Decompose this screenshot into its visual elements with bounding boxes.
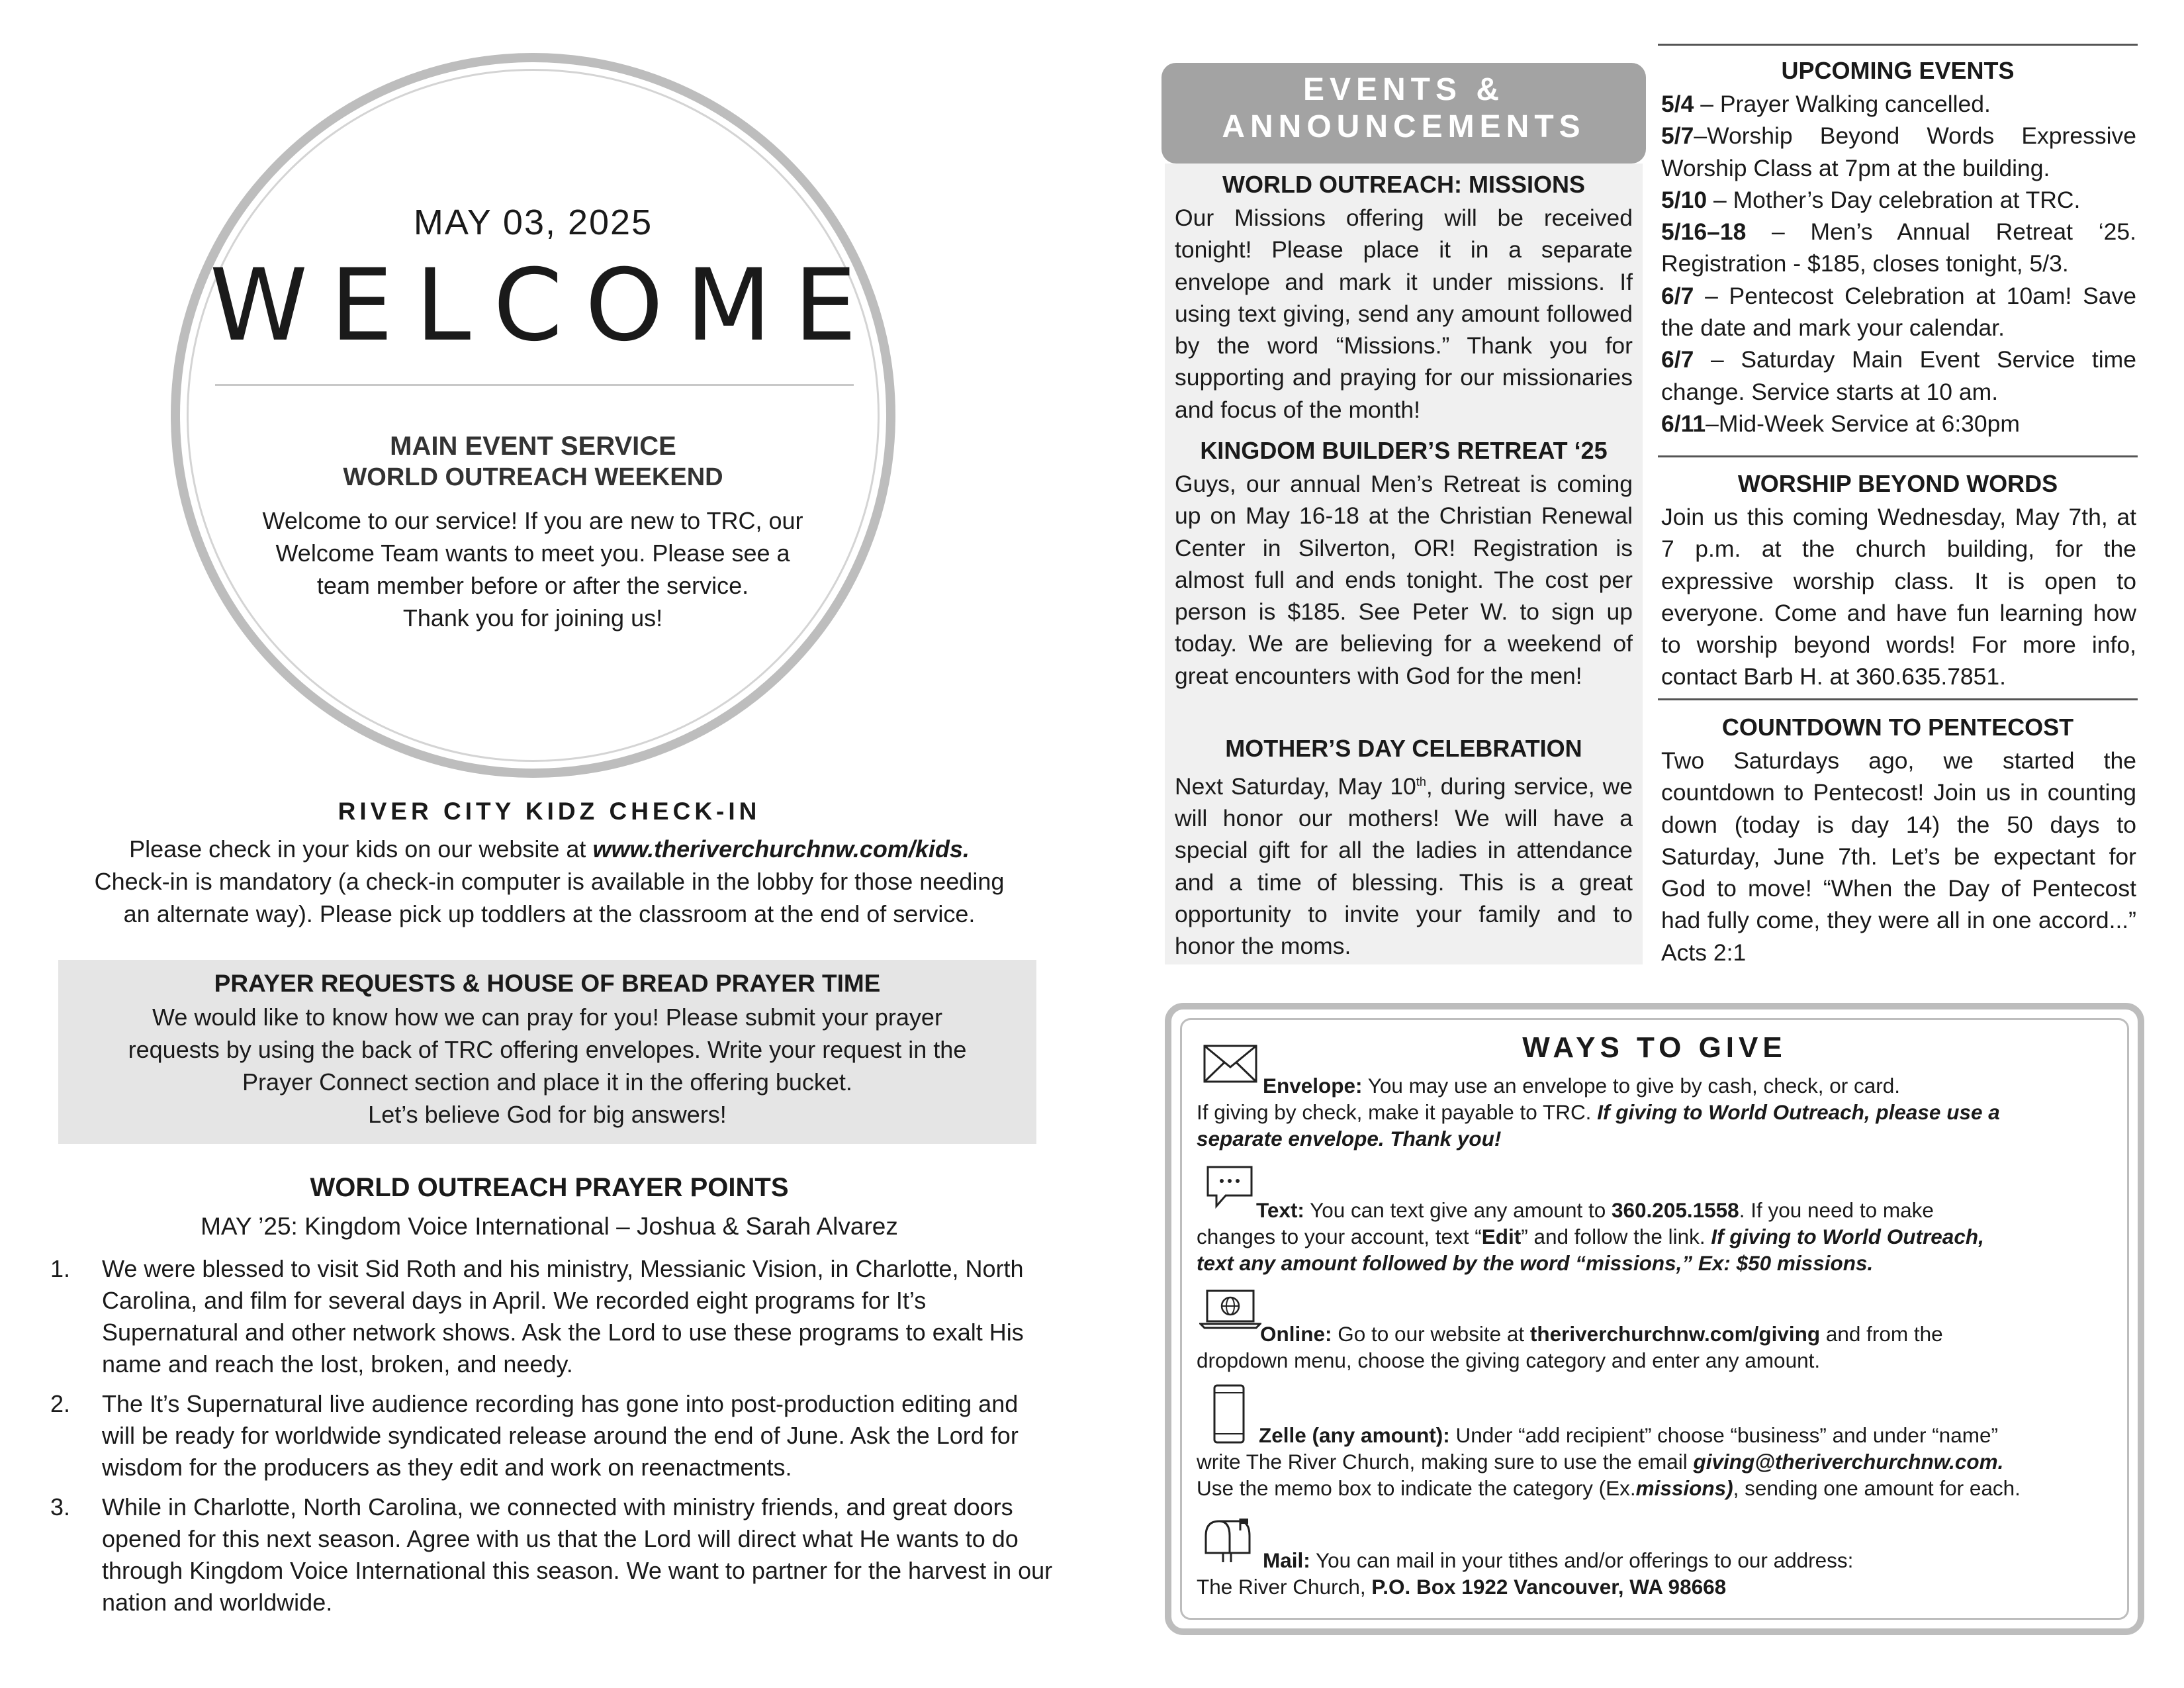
prayer-points-list [50, 1253, 1056, 1626]
missions-heading: WORLD OUTREACH: MISSIONS [1222, 171, 1585, 198]
give-online: Online: Go to our website at theriverchurchnw.com/giving and from the dropdown menu, choose the giving category and enter any amount. [1197, 1322, 1943, 1372]
missions-text: Our Missions offering will be received tonight! Please place it in a separate envelope and mark it under missions. If using text giving, send any amount followed by the word “Missions.” Thank you for supporting and praying for our missionaries and focus of the month! [1175, 205, 1633, 423]
kidz-line: Check-in is mandatory (a check-in computer is available in the lobby for those needing [94, 868, 1005, 895]
kidz-text [53, 833, 1046, 930]
upcoming-item: 6/7 – Pentecost Celebration at 10am! Save the date and mark your calendar. [1661, 282, 2136, 342]
service-date: MAY 03, 2025 [413, 203, 653, 242]
section-rule [1658, 698, 2138, 700]
giving-email[interactable]: giving@theriverchurchnw.com. [1693, 1450, 2004, 1474]
upcoming-item: 6/11–Mid-Week Service at 6:30pm [1661, 410, 2020, 437]
prayer-line: Let’s believe God for big answers! [368, 1101, 727, 1128]
worship-heading: WORSHIP BEYOND WORDS [1737, 470, 2058, 497]
welcome-line: Thank you for joining us! [402, 604, 663, 632]
give-text: Text: You can text give any amount to 360.205.1558. If you need to make changes to your account, text “Edit” and follow the link. If giving to World Outreach, text any amount followed by the word “missions,” Ex: $50 missions. [1197, 1198, 1984, 1275]
prayer-point [50, 1491, 1056, 1618]
retreat-text: Guys, our annual Men’s Retreat is coming up on May 16-18 at the Christian Renewal Center in Silverton, OR! Registration is almost full and ends tonight. The cost per person is $185. See Peter W. to sign up today. We are believing for a weekend of great encounters with God for the men! [1175, 471, 1633, 689]
giving-url[interactable]: theriverchurchnw.com/giving [1529, 1322, 1821, 1346]
welcome-divider [215, 384, 854, 386]
upcoming-item: 6/7 – Saturday Main Event Service time change. Service starts at 10 am. [1661, 346, 2136, 405]
welcome-circle-inner [187, 69, 880, 762]
retreat-heading: KINGDOM BUILDER’S RETREAT ‘25 [1200, 437, 1608, 464]
prayer-point [50, 1253, 1056, 1380]
kidz-line: Please check in your kids on our website at [129, 835, 593, 863]
welcome-line: Welcome Team wants to meet you. Please see a [275, 539, 790, 567]
events-title [1161, 71, 1646, 146]
prayer-text [79, 1001, 1015, 1131]
upcoming-item: 5/4 – Prayer Walking cancelled. [1661, 91, 1991, 117]
give-heading: WAYS TO GIVE [1522, 1031, 1787, 1064]
kidz-link[interactable]: www.theriverchurchnw.com/kids. [592, 835, 970, 863]
worship-text: Join us this coming Wednesday, May 7th, at 7 p.m. at the church building, for the expressive worship class. It is open to everyone. Come and have fun learning how to worship beyond words! For more info, contact Barb H. at 360.635.7851. [1661, 504, 2136, 690]
mothers-day-text: Next Saturday, May 10th, during service, we will honor our mothers! We will have a special gift for all the ladies in attendance and a time of blessing. This is a great opportunity to invite your family and to honor the moms. [1175, 773, 1633, 960]
events-title-line: EVENTS & [1302, 72, 1505, 107]
prayer-point-text: We were blessed to visit Sid Roth and his ministry, Messianic Vision, in Charlotte, North Carolina, and film for several days in April. We recorded eight programs for It’s Supernatural and other network shows. Ask the Lord to use these programs to exalt His name and reach the lost, broken, and needy. [102, 1255, 1024, 1378]
welcome-title: WELCOME [209, 248, 880, 363]
upcoming-item: 5/7–Worship Beyond Words Expressive Worship Class at 7pm at the building. [1661, 122, 2136, 181]
pentecost-heading: COUNTDOWN TO PENTECOST [1721, 714, 2074, 741]
events-title-line: ANNOUNCEMENTS [1222, 109, 1586, 144]
mailing-address: P.O. Box 1922 Vancouver, WA 98668 [1371, 1575, 1727, 1599]
service-subtitle: WORLD OUTREACH WEEKEND [343, 463, 723, 491]
prayer-points-heading: WORLD OUTREACH PRAYER POINTS [310, 1173, 789, 1202]
mothers-day-heading: MOTHER’S DAY CELEBRATION [1225, 735, 1582, 762]
prayer-point [50, 1388, 1056, 1483]
upcoming-item: 5/10 – Mother’s Day celebration at TRC. [1661, 186, 2081, 213]
prayer-point-number: 1. [50, 1255, 71, 1282]
prayer-point-text: While in Charlotte, North Carolina, we connected with ministry friends, and great doors opened for this next season. Agree with us that the Lord will direct what He wants to do through Kingdom Voice International this season. We want to partner for the harvest in our nation and worldwide. [102, 1493, 1053, 1616]
top-rule [1658, 44, 2138, 46]
kidz-heading: RIVER CITY KIDZ CHECK-IN [338, 798, 761, 825]
pentecost-text: Two Saturdays ago, we started the countdown to Pentecost! Join us in counting down (today is day 14) the 50 days to Saturday, June 7th. Let’s be expectant for God to move! “When the Day of Pentecost had fully come, they were all in one accord...” Acts 2:1 [1661, 747, 2136, 966]
welcome-line: team member before or after the service. [316, 572, 749, 599]
prayer-heading: PRAYER REQUESTS & HOUSE OF BREAD PRAYER TIME [214, 970, 881, 997]
prayer-point-number: 2. [50, 1390, 71, 1417]
give-mail: Mail: You can mail in your tithes and/or offerings to our address: The River Church, P.O. Box 1922 Vancouver, WA 98668 [1197, 1548, 1854, 1599]
upcoming-heading: UPCOMING EVENTS [1781, 57, 2015, 84]
service-title: MAIN EVENT SERVICE [390, 432, 676, 461]
prayer-point-number: 3. [50, 1493, 71, 1521]
prayer-line: Prayer Connect section and place it in the offering bucket. [242, 1068, 852, 1096]
upcoming-list [1661, 88, 2136, 440]
prayer-point-text: The It’s Supernatural live audience recording has gone into post-production editing and will be ready for worldwide syndicated release around the end of June. Ask the Lord for wisdom for the producers as they edit and work on reenactments. [102, 1390, 1019, 1481]
give-zelle: Zelle (any amount): Under “add recipient” choose “business” and under “name” write The River Church, making sure to use the email giving@theriverchurchnw.com. Use the memo box to indicate the category (Ex.missions), sending one amount for each. [1197, 1423, 2021, 1500]
welcome-text [245, 504, 821, 634]
give-envelope: Envelope: You may use an envelope to give by cash, check, or card. If giving by check, make it payable to TRC. If giving to World Outreach, please use a separate envelope. Thank you! [1197, 1074, 2000, 1150]
section-rule [1658, 455, 2138, 457]
prayer-line: We would like to know how we can pray for you! Please submit your prayer [152, 1004, 942, 1031]
kidz-line: an alternate way). Please pick up toddlers at the classroom at the end of service. [123, 900, 976, 927]
prayer-points-subheading: MAY ’25: Kingdom Voice International – Joshua & Sarah Alvarez [201, 1213, 898, 1240]
upcoming-item: 5/16–18 – Men’s Annual Retreat ‘25. Registration - $185, closes tonight, 5/3. [1661, 218, 2136, 277]
prayer-line: requests by using the back of TRC offering envelopes. Write your request in the [128, 1036, 967, 1063]
welcome-line: Welcome to our service! If you are new to TRC, our [262, 507, 803, 534]
